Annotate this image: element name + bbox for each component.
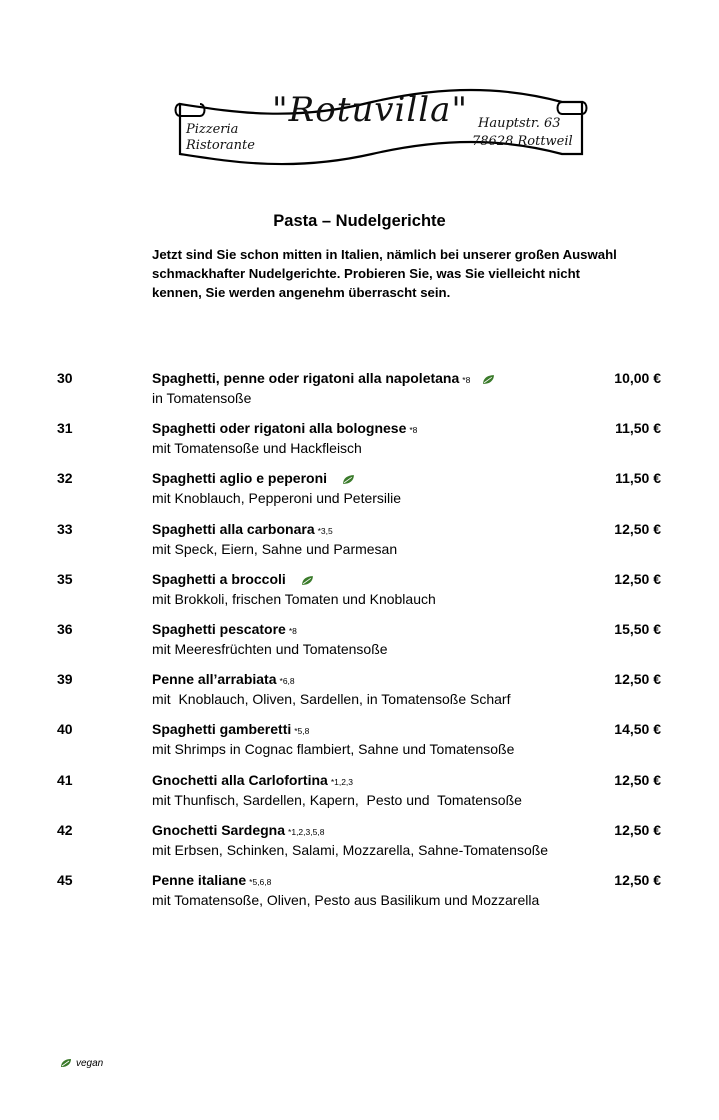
item-description: mit Knoblauch, Pepperoni und Petersilie [152, 490, 402, 507]
item-price: 12,50 € [614, 872, 661, 888]
item-number: 45 [57, 872, 73, 888]
item-description: mit Knoblauch, Oliven, Sardellen, in Tomatensoße Scharf [152, 691, 511, 708]
item-name [152, 671, 295, 687]
item-name-text: Gnochetti alla Carlofortina [152, 771, 328, 788]
item-number: 33 [57, 520, 73, 537]
restaurant-logo-banner [172, 82, 590, 168]
menu-item [0, 721, 719, 771]
address-city: 78628 Rottweil [472, 134, 573, 149]
item-name [152, 822, 324, 838]
item-price: 12,50 € [614, 821, 661, 838]
leaf-icon [342, 474, 355, 485]
item-name-text: Penne italiane [152, 872, 247, 888]
legend [60, 1058, 103, 1069]
leaf-icon [301, 575, 314, 586]
item-number: 40 [57, 721, 73, 738]
item-number: 36 [57, 621, 73, 637]
item-description: mit Brokkoli, frischen Tomaten und Knoblauch [152, 590, 436, 607]
item-description: mit Erbsen, Schinken, Salami, Mozzarella, Sahne-Tomatensoße [152, 841, 549, 858]
item-number: 41 [57, 771, 73, 788]
restaurant-name: "Rotuvilla" [272, 90, 469, 130]
item-allergens: *8 [462, 375, 471, 385]
address-street: Hauptstr. 63 [478, 116, 561, 131]
item-description: mit Speck, Eiern, Sahne und Parmesan [152, 540, 398, 557]
logo-ristorante: Ristorante [186, 138, 255, 153]
menu-item [0, 571, 719, 621]
item-name-text: Spaghetti pescatore [152, 621, 286, 637]
item-description: in Tomatensoße [152, 390, 252, 406]
menu-item [0, 420, 719, 470]
item-name-text: Spaghetti a broccoli [152, 570, 286, 587]
item-allergens: *6,8 [279, 676, 295, 687]
item-price: 12,50 € [614, 771, 661, 788]
item-price: 12,50 € [614, 671, 661, 688]
menu-item [0, 872, 719, 922]
leaf-icon [482, 374, 495, 385]
item-name-text: Spaghetti aglio e peperoni [152, 470, 328, 487]
item-name-text: Spaghetti oder rigatoni alla bolognese [152, 420, 407, 437]
item-number: 42 [57, 821, 73, 838]
menu-item [0, 470, 719, 520]
logo-pizzeria: Pizzeria [186, 122, 239, 137]
item-number: 32 [57, 470, 73, 487]
item-allergens: *8 [409, 425, 418, 436]
menu-item [0, 370, 719, 420]
item-name-text: Spaghetti gamberetti [152, 721, 292, 738]
item-allergens: *8 [288, 626, 297, 636]
menu-item [0, 671, 719, 721]
item-name [152, 370, 495, 386]
item-number: 39 [57, 671, 73, 688]
item-name [152, 521, 333, 537]
item-name [152, 621, 297, 637]
menu-item [0, 772, 719, 822]
legend-label: vegan [76, 1058, 104, 1069]
item-name-text: Penne all’arrabiata [152, 671, 277, 688]
item-allergens: *5,6,8 [249, 877, 272, 887]
item-allergens: *3,5 [317, 525, 333, 536]
item-number: 31 [57, 420, 73, 437]
item-price: 12,50 € [614, 570, 661, 587]
menu-item [0, 521, 719, 571]
item-description: mit Meeresfrüchten und Tomatensoße [152, 641, 388, 657]
item-name [152, 420, 417, 436]
item-price: 14,50 € [614, 721, 661, 738]
item-price: 11,50 € [615, 420, 661, 437]
item-name [152, 772, 353, 788]
item-name-text: Spaghetti, penne oder rigatoni alla napoletana [152, 370, 460, 386]
menu-item [0, 822, 719, 872]
item-name [152, 571, 314, 587]
item-price: 12,50 € [614, 520, 661, 537]
item-number: 35 [57, 570, 73, 587]
item-name-text: Gnochetti Sardegna [152, 821, 286, 838]
item-name [152, 872, 271, 888]
item-allergens: *1,2,3 [330, 776, 354, 787]
leaf-icon [60, 1058, 72, 1068]
item-price: 15,50 € [614, 621, 661, 637]
menu-item [0, 621, 719, 671]
section-title: Pasta – Nudelgerichte [273, 212, 446, 230]
item-price: 10,00 € [614, 370, 661, 386]
item-allergens: *1,2,3,5,8 [288, 826, 325, 837]
item-name [152, 470, 355, 486]
item-name-text: Spaghetti alla carbonara [152, 520, 315, 537]
item-description: mit Thunfisch, Sardellen, Kapern, Pesto und Tomatensoße [152, 791, 522, 808]
item-description: mit Shrimps in Cognac flambiert, Sahne und Tomatensoße [152, 741, 515, 758]
item-description: mit Tomatensoße und Hackfleisch [152, 440, 362, 457]
item-name [152, 721, 309, 737]
item-description: mit Tomatensoße, Oliven, Pesto aus Basilikum und Mozzarella [152, 892, 540, 908]
item-number: 30 [57, 370, 73, 386]
section-intro: Jetzt sind Sie schon mitten in Italien, nämlich bei unserer großen Auswahl schmackhafter Nudelgerichte. Probieren Sie, was Sie vielleicht nicht kennen, Sie werden angenehm überrascht sein. [152, 247, 617, 300]
item-price: 11,50 € [615, 470, 661, 487]
item-allergens: *5,8 [294, 726, 310, 737]
